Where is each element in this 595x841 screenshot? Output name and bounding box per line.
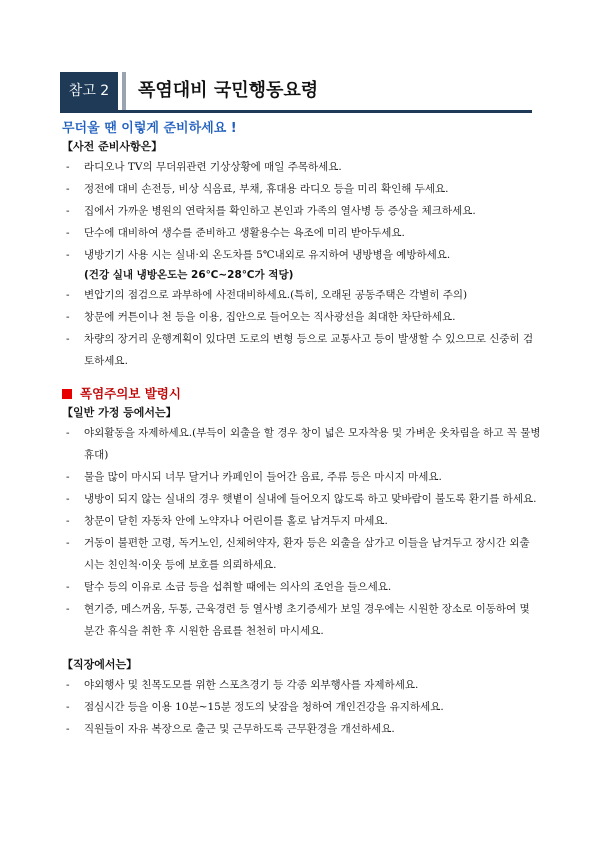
bullet-dash: - <box>66 183 70 195</box>
list-item-text: 거동이 불편한 고령, 독거노인, 신체허약자, 환자 등은 외출을 삼가고 이들을 남겨두고 장시간 외출 시는 친인척·이웃 등에 보호를 의뢰하세요. <box>84 537 530 571</box>
heat-advisory-heading-text: 폭염주의보 발령시 <box>80 386 181 401</box>
bullet-dash: - <box>66 311 70 323</box>
list-item-text: 현기증, 메스꺼움, 두통, 근육경련 등 열사병 초기증세가 보일 경우에는 시원한 장소로 이동하여 몇 분간 휴식을 취한 후 시원한 음료를 천천히 마시세요. <box>84 603 530 637</box>
list-item-text: 차량의 장거리 운행계획이 있다면 도로의 변형 등으로 교통사고 등이 발생할 수 있으므로 신중히 검토하세요. <box>84 333 534 367</box>
list-item-text: 집에서 가까운 병원의 연락처를 확인하고 본인과 가족의 열사병 등 증상을 체크하세요. <box>84 205 476 217</box>
household-list <box>62 422 542 642</box>
list-item <box>62 466 542 488</box>
header-accent-bar <box>122 72 126 110</box>
list-item <box>62 598 542 642</box>
bullet-dash: - <box>66 205 70 217</box>
bullet-dash: - <box>66 701 70 713</box>
list-item <box>62 306 542 328</box>
list-item <box>62 510 542 532</box>
list-item <box>62 422 542 466</box>
bullet-dash: - <box>66 537 70 549</box>
bullet-dash: - <box>66 289 70 301</box>
list-item <box>62 222 542 244</box>
section-heading-preparation: 【사전 준비사항은】 <box>62 140 163 153</box>
list-item-text: 정전에 대비 손전등, 비상 식음료, 부채, 휴대용 라디오 등을 미리 확인해 두세요. <box>84 183 449 195</box>
bullet-dash: - <box>66 427 70 439</box>
header-underline <box>60 110 532 113</box>
list-item-text: 점심시간 등을 이용 10분∼15분 정도의 낮잠을 청하여 개인건강을 유지하세요. <box>84 701 444 713</box>
page-title: 폭염대비 국민행동요령 <box>138 80 319 101</box>
list-item <box>62 200 542 222</box>
bullet-dash: - <box>66 161 70 173</box>
bullet-dash: - <box>66 493 70 505</box>
bullet-dash: - <box>66 603 70 615</box>
bullet-dash: - <box>66 723 70 735</box>
list-item-text: 야외활동을 자제하세요.(부득이 외출을 할 경우 창이 넓은 모자착용 및 가벼운 옷차림을 하고 꼭 물병 휴대) <box>84 427 541 461</box>
heat-advisory-heading <box>62 384 542 404</box>
bullet-dash: - <box>66 249 70 261</box>
list-item-text: 창문이 닫힌 자동차 안에 노약자나 어린이를 홀로 남겨두지 마세요. <box>84 515 388 527</box>
bullet-dash: - <box>66 471 70 483</box>
list-item-text: 라디오나 TV의 무더위관련 기상상황에 매일 주목하세요. <box>84 161 342 173</box>
list-item-text: 변압기의 점검으로 과부하에 사전대비하세요.(특히, 오래된 공동주택은 각별히 주의) <box>84 289 468 301</box>
workplace-list <box>62 674 542 740</box>
preparation-list-continued <box>62 284 542 372</box>
section-heading-workplace: 【직장에서는】 <box>62 658 138 671</box>
bullet-dash: - <box>66 679 70 691</box>
bullet-dash: - <box>66 515 70 527</box>
section-heading-household: 【일반 가정 등에서는】 <box>62 406 177 419</box>
bullet-dash: - <box>66 333 70 345</box>
list-item-text: 창문에 커튼이나 천 등을 이용, 집안으로 들어오는 직사광선을 최대한 차단하세요. <box>84 311 456 323</box>
bullet-dash: - <box>66 581 70 593</box>
reference-label: 참고 2 <box>60 72 118 110</box>
list-item <box>62 244 542 266</box>
preparation-list <box>62 156 542 266</box>
list-item <box>62 284 542 306</box>
list-item-text: 물을 많이 마시되 너무 달거나 카페인이 들어간 음료, 주류 등은 마시지 마세요. <box>84 471 442 483</box>
list-item <box>62 488 542 510</box>
list-item <box>62 328 542 372</box>
list-item-text: 탈수 등의 이유로 소금 등을 섭취할 때에는 의사의 조언을 들으세요. <box>84 581 392 593</box>
header <box>60 72 532 112</box>
list-item <box>62 576 542 598</box>
list-item-text: 직원들이 자유 복장으로 출근 및 근무하도록 근무환경을 개선하세요. <box>84 723 395 735</box>
list-item <box>62 718 542 740</box>
list-item-text: 냉방이 되지 않는 실내의 경우 햇볕이 실내에 들어오지 않도록 하고 맞바람이 불도록 환기를 하세요. <box>84 493 537 505</box>
list-item <box>62 532 542 576</box>
bullet-dash: - <box>66 227 70 239</box>
list-item-text: 야외행사 및 친목도모를 위한 스포츠경기 등 각종 외부행사를 자제하세요. <box>84 679 419 691</box>
list-item <box>62 156 542 178</box>
list-item <box>62 178 542 200</box>
subtitle: 무더울 땐 이렇게 준비하세요 ! <box>62 121 237 136</box>
list-item-text: 냉방기기 사용 시는 실내·외 온도차를 5℃내외로 유지하여 냉방병을 예방하세요. <box>84 249 451 261</box>
cooling-temperature-note: (건강 실내 냉방온도는 26℃∼28℃가 적당) <box>84 269 294 281</box>
red-square-icon <box>62 389 72 399</box>
list-item <box>62 674 542 696</box>
spacer <box>62 642 542 656</box>
list-item <box>62 696 542 718</box>
list-item-text: 단수에 대비하여 생수를 준비하고 생활용수는 욕조에 미리 받아두세요. <box>84 227 405 239</box>
content <box>62 138 542 740</box>
